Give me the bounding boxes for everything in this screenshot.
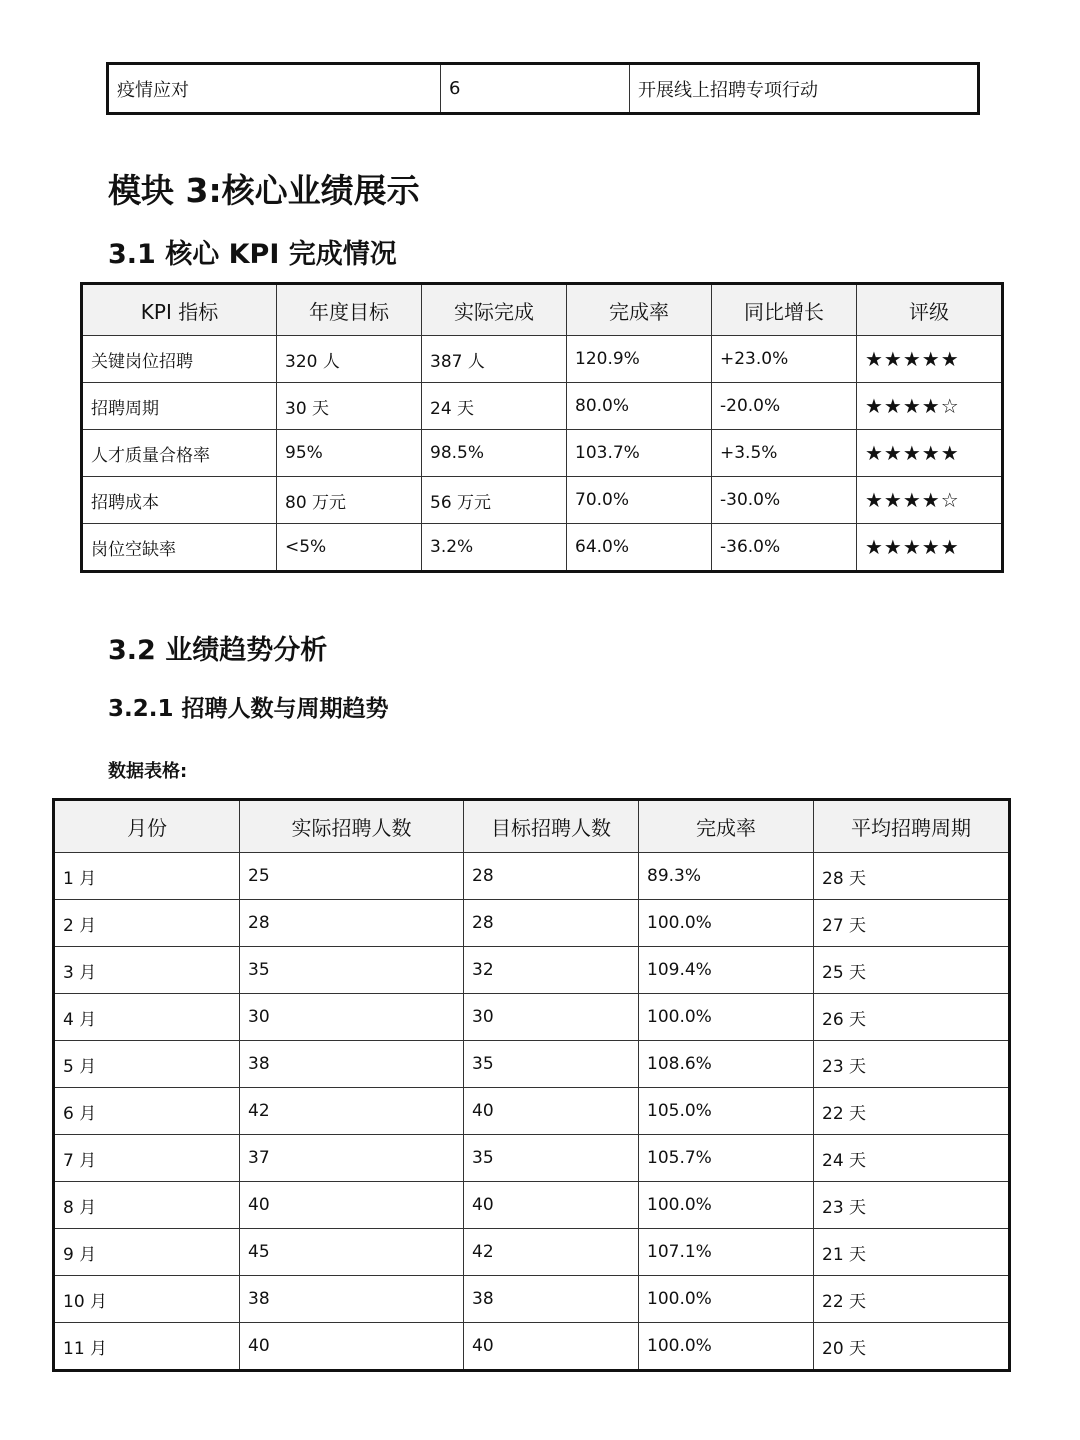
- table-cell: 10 月: [54, 1276, 240, 1323]
- table-cell: 2 月: [54, 900, 240, 947]
- table-cell: +23.0%: [712, 336, 857, 383]
- table-cell: 100.0%: [639, 1276, 814, 1323]
- table-cell: -36.0%: [712, 524, 857, 572]
- table-header-row: [54, 800, 1010, 853]
- kpi-table: [80, 282, 1004, 573]
- table-cell: 38: [240, 1041, 464, 1088]
- table-cell: 11 月: [54, 1323, 240, 1371]
- table-cell: 9 月: [54, 1229, 240, 1276]
- table-cell: 招聘成本: [82, 477, 277, 524]
- table-cell: 招聘周期: [82, 383, 277, 430]
- table-cell: 7 月: [54, 1135, 240, 1182]
- table-cell: 35: [240, 947, 464, 994]
- table-cell: 28: [464, 853, 639, 900]
- table-label: 数据表格:: [108, 761, 188, 782]
- table-cell: 30: [240, 994, 464, 1041]
- table-cell: 100.0%: [639, 1323, 814, 1371]
- table-row: [82, 430, 1003, 477]
- table-cell: 320 人: [277, 336, 422, 383]
- trend-section-title: 3.2 业绩趋势分析: [108, 635, 328, 666]
- table-cell: 24 天: [422, 383, 567, 430]
- table-row: [82, 336, 1003, 383]
- top-table: [106, 62, 980, 115]
- column-header: 目标招聘人数: [464, 800, 639, 853]
- table-cell: -20.0%: [712, 383, 857, 430]
- table-cell: 28 天: [814, 853, 1010, 900]
- table-cell: -30.0%: [712, 477, 857, 524]
- table-cell: 40: [464, 1323, 639, 1371]
- table-cell: 21 天: [814, 1229, 1010, 1276]
- table-cell: 30 天: [277, 383, 422, 430]
- table-cell: 37: [240, 1135, 464, 1182]
- table-cell: 28: [464, 900, 639, 947]
- table-row: [54, 1088, 1010, 1135]
- table-row: [82, 383, 1003, 430]
- table-cell: 30: [464, 994, 639, 1041]
- column-header: 完成率: [639, 800, 814, 853]
- column-header: 月份: [54, 800, 240, 853]
- column-header: 平均招聘周期: [814, 800, 1010, 853]
- table-cell: 27 天: [814, 900, 1010, 947]
- table-cell: 45: [240, 1229, 464, 1276]
- table-row: [82, 524, 1003, 572]
- table-row: [54, 853, 1010, 900]
- table-cell: 23 天: [814, 1182, 1010, 1229]
- table-row: [54, 1182, 1010, 1229]
- table-cell: 26 天: [814, 994, 1010, 1041]
- table-cell: 38: [240, 1276, 464, 1323]
- table-cell: +3.5%: [712, 430, 857, 477]
- table-cell: 关键岗位招聘: [82, 336, 277, 383]
- table-cell: 56 万元: [422, 477, 567, 524]
- rating-stars: ★★★★☆: [857, 383, 1003, 430]
- table-cell: 100.0%: [639, 1182, 814, 1229]
- table-cell: 109.4%: [639, 947, 814, 994]
- table-cell: 70.0%: [567, 477, 712, 524]
- table-row: [54, 947, 1010, 994]
- column-header: 同比增长: [712, 284, 857, 336]
- table-cell: 42: [464, 1229, 639, 1276]
- table-cell: 100.0%: [639, 900, 814, 947]
- table-cell: 岗位空缺率: [82, 524, 277, 572]
- rating-stars: ★★★★★: [857, 524, 1003, 572]
- table-cell: 3.2%: [422, 524, 567, 572]
- module-title: 模块 3:核心业绩展示: [108, 171, 420, 210]
- table-cell: 105.0%: [639, 1088, 814, 1135]
- column-header: 实际完成: [422, 284, 567, 336]
- table-row: [54, 1229, 1010, 1276]
- table-cell: 8 月: [54, 1182, 240, 1229]
- table-cell: 28: [240, 900, 464, 947]
- table-cell: 25 天: [814, 947, 1010, 994]
- table-row: [54, 1323, 1010, 1371]
- table-row: [54, 900, 1010, 947]
- trend-subsection-title: 3.2.1 招聘人数与周期趋势: [108, 696, 389, 722]
- table-row: [108, 64, 979, 114]
- table-cell: 95%: [277, 430, 422, 477]
- table-cell: 40: [240, 1323, 464, 1371]
- column-header: 评级: [857, 284, 1003, 336]
- table-row: [54, 1041, 1010, 1088]
- table-cell: 42: [240, 1088, 464, 1135]
- table-cell: 108.6%: [639, 1041, 814, 1088]
- rating-stars: ★★★★★: [857, 336, 1003, 383]
- table-cell: 4 月: [54, 994, 240, 1041]
- table-cell: 120.9%: [567, 336, 712, 383]
- column-header: 实际招聘人数: [240, 800, 464, 853]
- table-header-row: [82, 284, 1003, 336]
- table-cell: 3 月: [54, 947, 240, 994]
- table-cell: 22 天: [814, 1088, 1010, 1135]
- table-cell: 40: [464, 1182, 639, 1229]
- table-cell: 20 天: [814, 1323, 1010, 1371]
- table-cell: 64.0%: [567, 524, 712, 572]
- table-cell: 25: [240, 853, 464, 900]
- table-cell: 38: [464, 1276, 639, 1323]
- table-cell: 人才质量合格率: [82, 430, 277, 477]
- table-cell: 80 万元: [277, 477, 422, 524]
- rating-stars: ★★★★☆: [857, 477, 1003, 524]
- table-cell: 89.3%: [639, 853, 814, 900]
- table-cell: 40: [464, 1088, 639, 1135]
- table-row: [82, 477, 1003, 524]
- table-cell: 40: [240, 1182, 464, 1229]
- rating-stars: ★★★★★: [857, 430, 1003, 477]
- table-cell: 6: [441, 64, 630, 114]
- table-cell: 107.1%: [639, 1229, 814, 1276]
- table-cell: 100.0%: [639, 994, 814, 1041]
- table-cell: 24 天: [814, 1135, 1010, 1182]
- column-header: 完成率: [567, 284, 712, 336]
- table-cell: 22 天: [814, 1276, 1010, 1323]
- table-cell: 开展线上招聘专项行动: [630, 64, 979, 114]
- column-header: 年度目标: [277, 284, 422, 336]
- table-row: [54, 1135, 1010, 1182]
- kpi-section-title: 3.1 核心 KPI 完成情况: [108, 239, 397, 270]
- table-cell: 35: [464, 1041, 639, 1088]
- table-cell: 1 月: [54, 853, 240, 900]
- table-cell: 疫情应对: [108, 64, 441, 114]
- table-cell: 32: [464, 947, 639, 994]
- column-header: KPI 指标: [82, 284, 277, 336]
- table-cell: 5 月: [54, 1041, 240, 1088]
- table-cell: 23 天: [814, 1041, 1010, 1088]
- monthly-table: [52, 798, 1011, 1372]
- table-cell: 35: [464, 1135, 639, 1182]
- table-cell: <5%: [277, 524, 422, 572]
- table-cell: 105.7%: [639, 1135, 814, 1182]
- table-cell: 98.5%: [422, 430, 567, 477]
- table-row: [54, 994, 1010, 1041]
- table-row: [54, 1276, 1010, 1323]
- table-cell: 387 人: [422, 336, 567, 383]
- table-cell: 6 月: [54, 1088, 240, 1135]
- table-cell: 80.0%: [567, 383, 712, 430]
- table-cell: 103.7%: [567, 430, 712, 477]
